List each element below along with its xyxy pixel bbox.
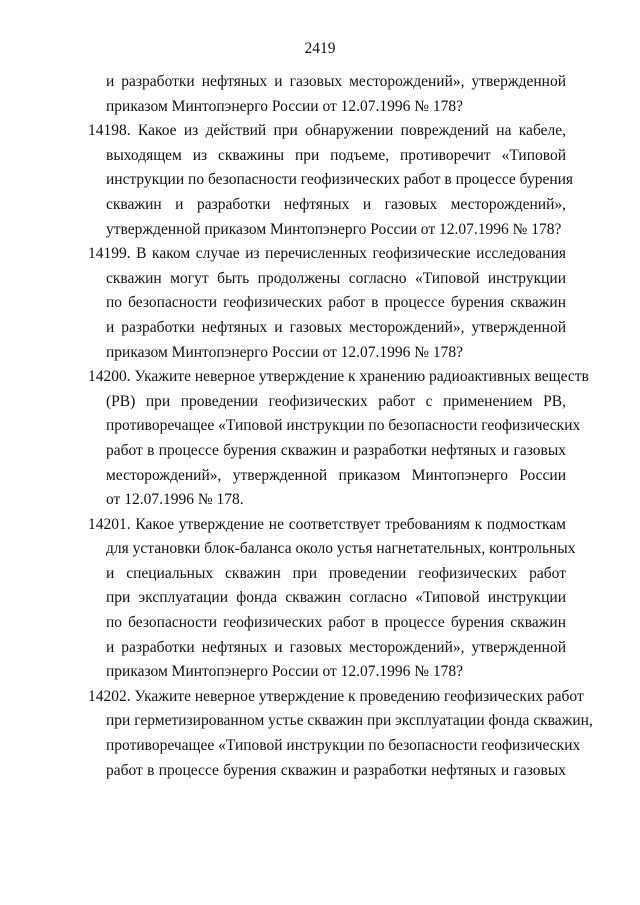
text-line: инструкции по безопасности геофизических работ в процессе бурения [106, 171, 574, 189]
text-line: по безопасности геофизических работ в процессе бурения скважин [106, 294, 566, 312]
text-line: для установки блок-баланса около устья нагнетательных, контрольных [106, 540, 576, 558]
page-number: 2419 [304, 40, 336, 57]
text-line: от 12.07.1996 № 178. [106, 491, 244, 509]
text-line: по безопасности геофизических работ в процессе бурения скважин [106, 614, 566, 632]
question-first-line: 14201. Какое утверждение не соответствует требованиям к подмосткам [88, 515, 566, 533]
prev-question-continuation [88, 70, 566, 119]
text-line: работ в процессе бурения скважин и разработки нефтяных и газовых [106, 761, 566, 779]
text-line: скважин могут быть продолжены согласно «Типовой инструкции [106, 269, 566, 287]
question-14201 [88, 513, 576, 685]
text-line: и разработки нефтяных и газовых месторождений», утвержденной [106, 638, 566, 656]
text-line: утвержденной приказом Минтопэнерго России от 12.07.1996 № 178? [106, 220, 562, 238]
text-line: (РВ) при проведении геофизических работ с применением РВ, [106, 392, 566, 410]
text-line: и разработки нефтяных и газовых месторождений», утвержденной [106, 73, 566, 90]
text-line: приказом Минтопэнерго России от 12.07.1996 № 178? [106, 97, 464, 115]
question-first-line: 14198. Какое из действий при обнаружении повреждений на кабеле, [88, 122, 566, 140]
question-first-line: 14200. Укажите неверное утверждение к хранению радиоактивных веществ [88, 368, 589, 386]
text-line: при эксплуатации фонда скважин согласно «Типовой инструкции [106, 589, 566, 607]
text-line: противоречащее «Типовой инструкции по безопасности геофизических [106, 737, 581, 755]
text-line: при герметизированном устье скважин при эксплуатации фонда скважин, [106, 712, 593, 730]
text-line: приказом Минтопэнерго России от 12.07.1996 № 178? [106, 343, 464, 361]
text-line: выходящем из скважины при подъеме, противоречит «Типовой [106, 146, 566, 164]
text-line: месторождений», утвержденной приказом Минтопэнерго России [106, 466, 566, 484]
question-14200 [88, 365, 589, 513]
question-14199 [88, 242, 566, 365]
text-line: работ в процессе бурения скважин и разработки нефтяных и газовых [106, 441, 566, 459]
question-14202 [88, 685, 593, 783]
text-line: приказом Минтопэнерго России от 12.07.1996 № 178? [106, 663, 464, 681]
text-line: и разработки нефтяных и газовых месторождений», утвержденной [106, 318, 566, 336]
page-content [88, 70, 593, 783]
text-line: противоречащее «Типовой инструкции по безопасности геофизических [106, 417, 581, 435]
text-line: и специальных скважин при проведении геофизических работ [106, 564, 566, 582]
question-first-line: 14199. В каком случае из перечисленных геофизические исследования [88, 245, 566, 263]
question-first-line: 14202. Укажите неверное утверждение к проведению геофизических работ [88, 687, 584, 705]
question-14198 [88, 119, 574, 242]
text-line: скважин и разработки нефтяных и газовых месторождений», [106, 195, 566, 213]
